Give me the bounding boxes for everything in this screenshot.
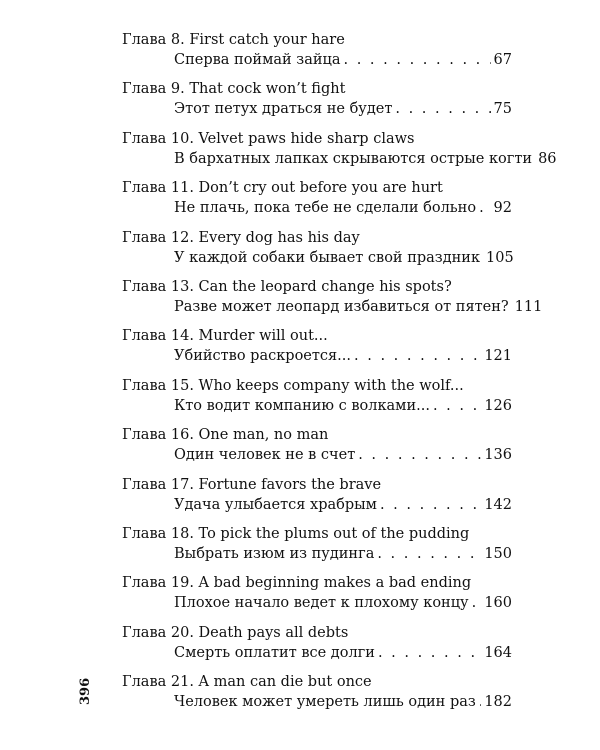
chapter-page-number: 160 [484,595,512,612]
dot-leader [380,495,481,515]
dot-leader [472,593,482,613]
chapter-title-row [174,297,543,317]
toc-entry-ch11[interactable] [122,178,512,227]
chapter-title-row [174,396,512,416]
dot-leader [354,346,481,366]
toc-entry-ch10[interactable] [122,129,557,178]
toc-entry-ch13[interactable] [122,277,543,326]
chapter-title: Один человек не в счет [174,447,356,464]
chapter-title-row [174,445,512,465]
chapter-title: Человек может умереть лишь один раз [174,694,476,711]
dot-leader [377,544,481,564]
chapter-title: Смерть оплатит все долги [174,644,375,661]
chapter-title: Не плачь, пока тебе не сделали больно [174,200,477,217]
chapter-title-row [174,198,512,218]
chapter-page-number: 92 [493,200,512,217]
chapter-title: Сперва поймай зайца [174,52,341,68]
chapter-title: Плохое начало ведет к плохому концу [174,595,469,612]
chapter-heading: Глава 18. To pick the plums out of the pudding [122,525,470,542]
toc-entry-ch19[interactable] [122,573,512,622]
chapter-heading: Глава 9. That cock won’t fight [122,81,346,98]
chapter-heading: Глава 8. First catch your hare [122,32,345,48]
chapter-heading: Глава 10. Velvet paws hide sharp claws [122,130,415,147]
chapter-title-row [174,99,512,119]
chapter-title: Удача улыбается храбрым [174,496,377,513]
dot-leader [479,198,490,218]
chapter-page-number: 75 [493,101,512,118]
chapter-heading: Глава 17. Fortune favors the brave [122,476,382,493]
chapter-heading: Глава 13. Can the leopard change his spots? [122,278,452,295]
chapter-page-number: 111 [514,298,543,315]
chapter-title-row [174,346,512,366]
chapter-title: Кто водит компанию с волками... [174,397,430,414]
chapter-title: Разве может леопард избавиться от пятен? [174,298,509,315]
toc-entry-ch9[interactable] [122,79,512,128]
chapter-page-number: 126 [484,397,512,414]
toc-entry-ch8[interactable] [122,30,512,79]
chapter-title-row [174,544,512,564]
chapter-page-number: 86 [538,150,557,167]
toc-entry-ch14[interactable] [122,326,512,375]
dot-leader [433,396,481,416]
page-number: 396 [78,677,93,705]
chapter-heading: Глава 20. Death pays all debts [122,624,349,641]
chapter-heading: Глава 21. A man can die but once [122,674,372,691]
chapter-page-number: 142 [484,496,512,513]
table-of-contents [122,30,557,721]
toc-entry-ch21[interactable] [122,672,512,721]
chapter-page-number: 105 [486,249,514,266]
toc-entry-ch18[interactable] [122,524,512,573]
chapter-title-row [174,495,512,515]
dot-leader [378,643,481,663]
chapter-heading: Глава 19. A bad beginning makes a bad ending [122,575,472,592]
chapter-heading: Глава 11. Don’t cry out before you are hurt [122,180,443,197]
chapter-page-number: 164 [484,644,512,661]
chapter-title-row [174,593,512,613]
dot-leader [358,445,481,465]
chapter-title: Этот петух драться не будет [174,101,393,118]
chapter-title: Выбрать изюм из пудинга [174,545,375,562]
chapter-heading: Глава 14. Murder will out... [122,328,328,345]
toc-entry-ch20[interactable] [122,623,512,672]
chapter-page-number: 182 [484,694,512,711]
chapter-page-number: 150 [484,545,512,562]
chapter-page-number: 136 [484,447,512,464]
toc-entry-ch16[interactable] [122,425,512,474]
toc-entry-ch17[interactable] [122,475,512,524]
chapter-title-row [174,248,512,268]
chapter-title: В бархатных лапках скрываются острые когти [174,150,533,167]
chapter-page-number: 67 [493,52,512,68]
chapter-heading: Глава 16. One man, no man [122,427,329,444]
chapter-title-row [174,149,557,169]
dot-leader [395,99,490,119]
dot-leader [479,692,482,712]
chapter-title-row [174,692,512,712]
chapter-title-row [174,50,512,70]
chapter-heading: Глава 15. Who keeps company with the wolf... [122,377,464,394]
chapter-title-row [174,643,512,663]
toc-entry-ch15[interactable] [122,376,512,425]
chapter-title: У каждой собаки бывает свой праздник [174,249,481,266]
chapter-heading: Глава 12. Every dog has his day [122,229,360,246]
chapter-title: Убийство раскроется... [174,348,352,365]
dot-leader [343,50,490,70]
toc-entry-ch12[interactable] [122,228,512,277]
chapter-page-number: 121 [484,348,512,365]
